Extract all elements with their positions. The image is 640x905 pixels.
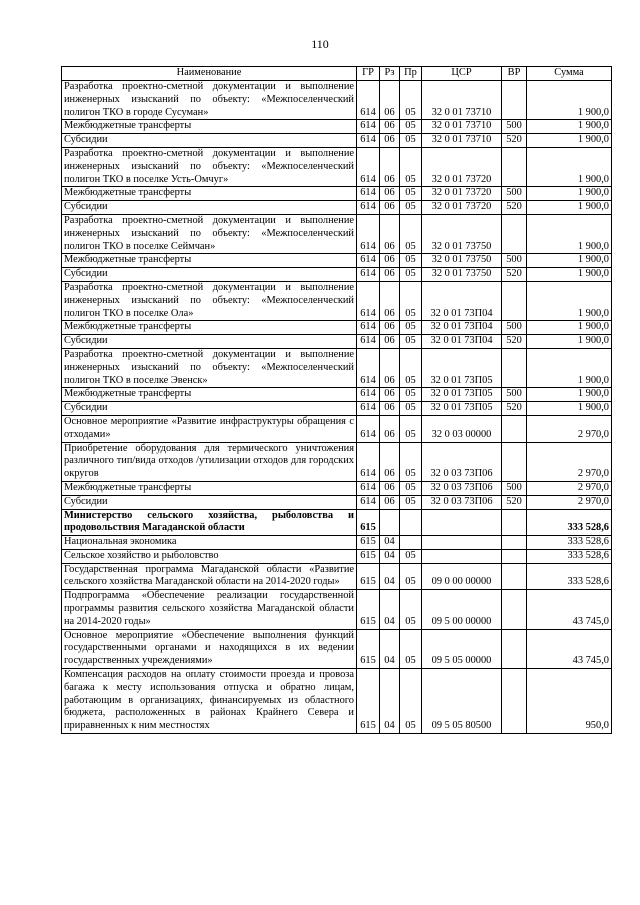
cell-gr: 614 <box>357 254 380 268</box>
cell-sum: 2 970,0 <box>527 481 612 495</box>
cell-rz: 06 <box>380 201 400 215</box>
cell-rz: 06 <box>380 442 400 481</box>
cell-vr: 520 <box>502 201 527 215</box>
table-row <box>62 214 612 253</box>
cell-name: Компенсация расходов на оплату стоимости проезда и провоза багажа к месту использования отпуска и обратно лицам, работающим в организациях, финансируемых из областного бюджета, расположенных в районах Крайнего Севера и приравненных к ним местностях <box>62 669 357 734</box>
column-header-sum: Сумма <box>527 67 612 81</box>
cell-rz: 06 <box>380 415 400 442</box>
cell-gr: 615 <box>357 590 380 629</box>
cell-sum: 1 900,0 <box>527 214 612 253</box>
cell-gr: 614 <box>357 81 380 120</box>
cell-name: Субсидии <box>62 268 357 282</box>
cell-sum: 1 900,0 <box>527 147 612 186</box>
cell-sum: 1 900,0 <box>527 402 612 416</box>
cell-vr: 500 <box>502 481 527 495</box>
cell-csr: 32 0 03 73П06 <box>422 481 502 495</box>
cell-csr: 32 0 01 73720 <box>422 187 502 201</box>
column-header-vr: ВР <box>502 67 527 81</box>
cell-vr: 520 <box>502 268 527 282</box>
cell-gr: 614 <box>357 481 380 495</box>
cell-sum: 333 528,6 <box>527 509 612 536</box>
cell-rz: 04 <box>380 669 400 734</box>
cell-gr: 615 <box>357 509 380 536</box>
table-row <box>62 442 612 481</box>
cell-gr: 615 <box>357 669 380 734</box>
cell-rz: 04 <box>380 536 400 550</box>
cell-rz: 04 <box>380 549 400 563</box>
cell-pr: 05 <box>400 388 422 402</box>
cell-sum: 1 900,0 <box>527 268 612 282</box>
cell-csr: 32 0 01 73750 <box>422 254 502 268</box>
cell-pr: 05 <box>400 442 422 481</box>
cell-rz: 06 <box>380 335 400 349</box>
cell-sum: 333 528,6 <box>527 549 612 563</box>
cell-name: Основное мероприятие «Обеспечение выполнения функций государственными органами и находящихся в их ведении государственных учреждениями» <box>62 629 357 668</box>
table-row <box>62 402 612 416</box>
cell-sum: 333 528,6 <box>527 536 612 550</box>
cell-vr: 500 <box>502 321 527 335</box>
cell-vr <box>502 81 527 120</box>
cell-rz: 06 <box>380 481 400 495</box>
cell-name: Межбюджетные трансферты <box>62 187 357 201</box>
cell-csr <box>422 536 502 550</box>
cell-name: Межбюджетные трансферты <box>62 321 357 335</box>
cell-rz: 06 <box>380 281 400 320</box>
cell-vr <box>502 281 527 320</box>
cell-sum: 1 900,0 <box>527 281 612 320</box>
cell-pr: 05 <box>400 81 422 120</box>
cell-name: Субсидии <box>62 402 357 416</box>
cell-name: Подпрограмма «Обеспечение реализации государственной программы развития сельского хозяйства Магаданской области на 2014-2020 годы» <box>62 590 357 629</box>
cell-csr: 09 5 00 00000 <box>422 590 502 629</box>
cell-name: Субсидии <box>62 201 357 215</box>
cell-pr: 05 <box>400 214 422 253</box>
cell-name: Межбюджетные трансферты <box>62 481 357 495</box>
cell-rz: 06 <box>380 348 400 387</box>
cell-csr: 32 0 01 73710 <box>422 81 502 120</box>
column-header-pr: Пр <box>400 67 422 81</box>
cell-vr: 520 <box>502 134 527 148</box>
cell-pr: 05 <box>400 629 422 668</box>
cell-name: Межбюджетные трансферты <box>62 254 357 268</box>
cell-sum: 1 900,0 <box>527 187 612 201</box>
cell-gr: 615 <box>357 549 380 563</box>
table-row <box>62 268 612 282</box>
cell-gr: 614 <box>357 495 380 509</box>
cell-pr: 05 <box>400 495 422 509</box>
cell-sum: 1 900,0 <box>527 201 612 215</box>
cell-pr: 05 <box>400 321 422 335</box>
cell-vr: 520 <box>502 335 527 349</box>
cell-pr: 05 <box>400 669 422 734</box>
table-row <box>62 629 612 668</box>
cell-csr: 32 0 01 73П05 <box>422 348 502 387</box>
cell-pr <box>400 536 422 550</box>
cell-vr <box>502 669 527 734</box>
table-row <box>62 147 612 186</box>
cell-vr <box>502 629 527 668</box>
table-row <box>62 509 612 536</box>
cell-pr: 05 <box>400 481 422 495</box>
table-row <box>62 590 612 629</box>
cell-csr: 32 0 01 73П04 <box>422 321 502 335</box>
cell-sum: 1 900,0 <box>527 335 612 349</box>
cell-csr: 32 0 03 00000 <box>422 415 502 442</box>
cell-gr: 614 <box>357 187 380 201</box>
cell-gr: 615 <box>357 536 380 550</box>
table-row <box>62 495 612 509</box>
cell-gr: 614 <box>357 134 380 148</box>
cell-pr: 05 <box>400 348 422 387</box>
cell-name: Субсидии <box>62 495 357 509</box>
cell-csr <box>422 509 502 536</box>
cell-gr: 614 <box>357 442 380 481</box>
cell-pr: 05 <box>400 415 422 442</box>
cell-name: Разработка проектно-сметной документации и выполнение инженерных изысканий по объекту: «Межпоселенческий полигон ТКО в поселке Сеймчан» <box>62 214 357 253</box>
cell-gr: 614 <box>357 402 380 416</box>
cell-sum: 1 900,0 <box>527 388 612 402</box>
cell-vr: 500 <box>502 388 527 402</box>
column-header-rz: Рз <box>380 67 400 81</box>
cell-name: Министерство сельского хозяйства, рыболовства и продовольствия Магаданской области <box>62 509 357 536</box>
cell-vr <box>502 214 527 253</box>
cell-name: Основное мероприятие «Развитие инфраструктуры обращения с отходами» <box>62 415 357 442</box>
cell-rz: 04 <box>380 590 400 629</box>
cell-pr: 05 <box>400 254 422 268</box>
cell-vr: 500 <box>502 187 527 201</box>
cell-rz: 06 <box>380 321 400 335</box>
cell-sum: 1 900,0 <box>527 81 612 120</box>
cell-vr: 500 <box>502 254 527 268</box>
cell-csr: 32 0 03 73П06 <box>422 442 502 481</box>
cell-name: Межбюджетные трансферты <box>62 388 357 402</box>
cell-rz: 06 <box>380 495 400 509</box>
cell-vr <box>502 509 527 536</box>
cell-vr <box>502 348 527 387</box>
table-row <box>62 563 612 590</box>
cell-rz: 06 <box>380 388 400 402</box>
cell-name: Межбюджетные трансферты <box>62 120 357 134</box>
cell-pr: 05 <box>400 590 422 629</box>
cell-vr: 520 <box>502 495 527 509</box>
cell-vr <box>502 442 527 481</box>
cell-name: Разработка проектно-сметной документации и выполнение инженерных изысканий по объекту: «Межпоселенческий полигон ТКО в поселке Ола» <box>62 281 357 320</box>
cell-gr: 615 <box>357 629 380 668</box>
cell-pr: 05 <box>400 563 422 590</box>
cell-vr <box>502 415 527 442</box>
table-row <box>62 187 612 201</box>
cell-gr: 614 <box>357 214 380 253</box>
budget-table <box>61 66 612 734</box>
cell-gr: 614 <box>357 120 380 134</box>
cell-csr: 32 0 01 73710 <box>422 120 502 134</box>
table-header-row <box>62 67 612 81</box>
cell-name: Разработка проектно-сметной документации и выполнение инженерных изысканий по объекту: «Межпоселенческий полигон ТКО в поселке Усть-Омчуг» <box>62 147 357 186</box>
table-row <box>62 669 612 734</box>
cell-name: Приобретение оборудования для термического уничтожения различного тип/вида отходов /утилизации отходов для городских округов <box>62 442 357 481</box>
cell-sum: 2 970,0 <box>527 495 612 509</box>
cell-sum: 2 970,0 <box>527 415 612 442</box>
column-header-gr: ГР <box>357 67 380 81</box>
cell-rz: 06 <box>380 81 400 120</box>
cell-sum: 950,0 <box>527 669 612 734</box>
table-row <box>62 201 612 215</box>
cell-rz: 06 <box>380 187 400 201</box>
cell-csr: 32 0 03 73П06 <box>422 495 502 509</box>
cell-pr: 05 <box>400 335 422 349</box>
cell-rz: 06 <box>380 147 400 186</box>
cell-gr: 615 <box>357 563 380 590</box>
cell-rz: 06 <box>380 214 400 253</box>
cell-rz: 04 <box>380 629 400 668</box>
cell-pr: 05 <box>400 549 422 563</box>
cell-sum: 2 970,0 <box>527 442 612 481</box>
cell-pr: 05 <box>400 268 422 282</box>
cell-gr: 614 <box>357 348 380 387</box>
cell-sum: 1 900,0 <box>527 254 612 268</box>
cell-rz: 04 <box>380 563 400 590</box>
cell-gr: 614 <box>357 335 380 349</box>
cell-vr: 500 <box>502 120 527 134</box>
cell-gr: 614 <box>357 415 380 442</box>
cell-sum: 43 745,0 <box>527 629 612 668</box>
cell-pr: 05 <box>400 187 422 201</box>
table-row <box>62 388 612 402</box>
cell-gr: 614 <box>357 281 380 320</box>
page-number: 110 <box>311 37 329 51</box>
cell-name: Сельское хозяйство и рыболовство <box>62 549 357 563</box>
table-row <box>62 536 612 550</box>
cell-csr: 32 0 01 73720 <box>422 147 502 186</box>
cell-vr: 520 <box>502 402 527 416</box>
cell-csr: 32 0 01 73720 <box>422 201 502 215</box>
cell-gr: 614 <box>357 268 380 282</box>
cell-rz: 06 <box>380 268 400 282</box>
cell-sum: 1 900,0 <box>527 348 612 387</box>
cell-csr: 32 0 01 73750 <box>422 214 502 253</box>
cell-name: Разработка проектно-сметной документации и выполнение инженерных изысканий по объекту: «Межпоселенческий полигон ТКО в поселке Эвенск» <box>62 348 357 387</box>
cell-csr: 32 0 01 73П04 <box>422 281 502 320</box>
cell-rz: 06 <box>380 120 400 134</box>
cell-pr <box>400 509 422 536</box>
cell-rz <box>380 509 400 536</box>
cell-gr: 614 <box>357 147 380 186</box>
cell-sum: 1 900,0 <box>527 321 612 335</box>
table-row <box>62 134 612 148</box>
table-row <box>62 120 612 134</box>
cell-csr: 32 0 01 73П05 <box>422 402 502 416</box>
cell-pr: 05 <box>400 120 422 134</box>
cell-vr <box>502 549 527 563</box>
cell-csr: 09 5 05 80500 <box>422 669 502 734</box>
cell-gr: 614 <box>357 201 380 215</box>
table-row <box>62 321 612 335</box>
table-row <box>62 81 612 120</box>
cell-vr <box>502 590 527 629</box>
table-row <box>62 281 612 320</box>
cell-rz: 06 <box>380 402 400 416</box>
cell-csr: 32 0 01 73П05 <box>422 388 502 402</box>
table-row <box>62 254 612 268</box>
cell-gr: 614 <box>357 388 380 402</box>
cell-pr: 05 <box>400 281 422 320</box>
cell-sum: 43 745,0 <box>527 590 612 629</box>
cell-name: Субсидии <box>62 335 357 349</box>
cell-pr: 05 <box>400 147 422 186</box>
cell-vr <box>502 147 527 186</box>
cell-pr: 05 <box>400 201 422 215</box>
table-row <box>62 415 612 442</box>
cell-gr: 614 <box>357 321 380 335</box>
cell-sum: 333 528,6 <box>527 563 612 590</box>
cell-rz: 06 <box>380 254 400 268</box>
table-row <box>62 549 612 563</box>
cell-vr <box>502 563 527 590</box>
cell-csr: 09 5 05 00000 <box>422 629 502 668</box>
cell-csr: 32 0 01 73750 <box>422 268 502 282</box>
cell-vr <box>502 536 527 550</box>
table-row <box>62 481 612 495</box>
table-row <box>62 335 612 349</box>
cell-csr: 32 0 01 73710 <box>422 134 502 148</box>
cell-name: Разработка проектно-сметной документации и выполнение инженерных изысканий по объекту: «Межпоселенческий полигон ТКО в городе Сусуман» <box>62 81 357 120</box>
column-header-csr: ЦСР <box>422 67 502 81</box>
cell-csr: 32 0 01 73П04 <box>422 335 502 349</box>
cell-sum: 1 900,0 <box>527 134 612 148</box>
cell-name: Национальная экономика <box>62 536 357 550</box>
cell-pr: 05 <box>400 402 422 416</box>
cell-name: Государственная программа Магаданской области «Развитие сельского хозяйства Магаданской области на 2014-2020 годы» <box>62 563 357 590</box>
cell-csr: 09 0 00 00000 <box>422 563 502 590</box>
column-header-name: Наименование <box>62 67 357 81</box>
cell-sum: 1 900,0 <box>527 120 612 134</box>
table-row <box>62 348 612 387</box>
cell-rz: 06 <box>380 134 400 148</box>
cell-csr <box>422 549 502 563</box>
cell-pr: 05 <box>400 134 422 148</box>
cell-name: Субсидии <box>62 134 357 148</box>
